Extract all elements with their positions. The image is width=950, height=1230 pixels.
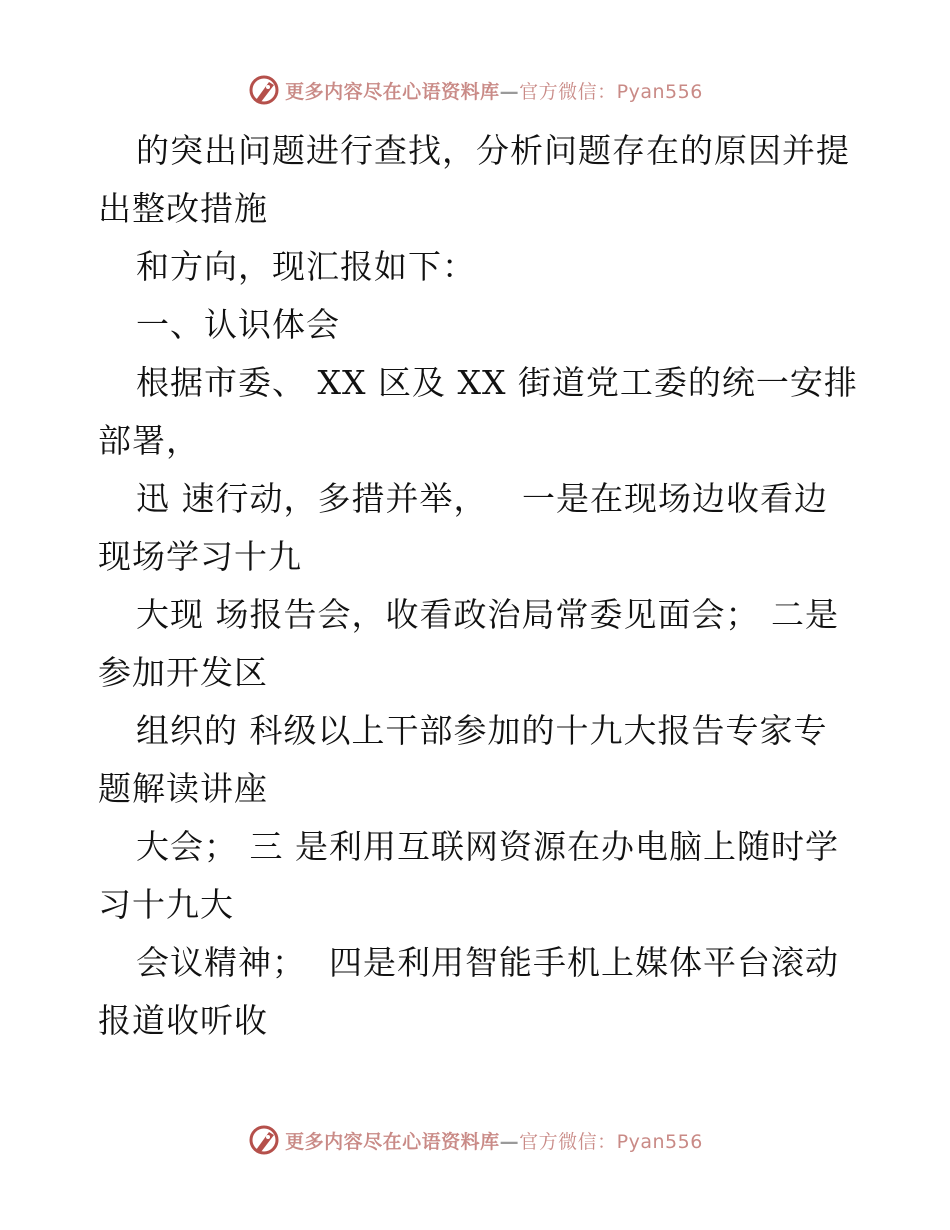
footer-banner-separator: — (499, 1130, 520, 1153)
document-body (98, 122, 858, 1050)
footer-banner-wechat: 官方微信：Pyan556 (519, 1130, 703, 1153)
body-line: 部署， (98, 421, 200, 460)
body-line: 大会； 三 是利用互联网资源在办电脑上随时学 (136, 827, 839, 866)
header-banner (0, 70, 950, 110)
body-line: 出整改措施 (98, 189, 268, 228)
body-line: 的突出问题进行查找，分析问题存在的原因并提 (136, 131, 850, 170)
body-line: 会议精神； 四是利用智能手机上媒体平台滚动 (136, 943, 839, 982)
pen-nib-logo-icon (247, 1123, 281, 1157)
body-line: 习十九大 (98, 885, 234, 924)
body-line: 报道收听收 (98, 1001, 268, 1040)
footer-banner-main: 更多内容尽在心语资料库 (285, 1130, 500, 1153)
body-line: 和方向，现汇报如下： (136, 247, 476, 286)
body-line: 现场学习十九 (98, 537, 302, 576)
footer-banner (0, 1120, 950, 1160)
body-line: 大现 场报告会，收看政治局常委见面会； 二是 (136, 595, 839, 634)
body-line: 迅 速行动，多措并举， 一是在现场边收看边 (136, 479, 828, 518)
header-banner-main: 更多内容尽在心语资料库 (285, 80, 500, 103)
pen-nib-logo-icon (247, 73, 281, 107)
body-line: 题解读讲座 (98, 769, 268, 808)
body-line: 根据市委、 XX 区及 XX 街道党工委的统一安排 (136, 363, 858, 402)
body-line: 参加开发区 (98, 653, 268, 692)
body-line: 组织的 科级以上干部参加的十九大报告专家专 (136, 711, 828, 750)
header-banner-separator: — (499, 80, 520, 103)
footer-banner-text (285, 1127, 703, 1154)
header-banner-text (285, 77, 703, 104)
header-banner-wechat: 官方微信：Pyan556 (519, 80, 703, 103)
section-heading: 一、认识体会 (136, 305, 340, 344)
